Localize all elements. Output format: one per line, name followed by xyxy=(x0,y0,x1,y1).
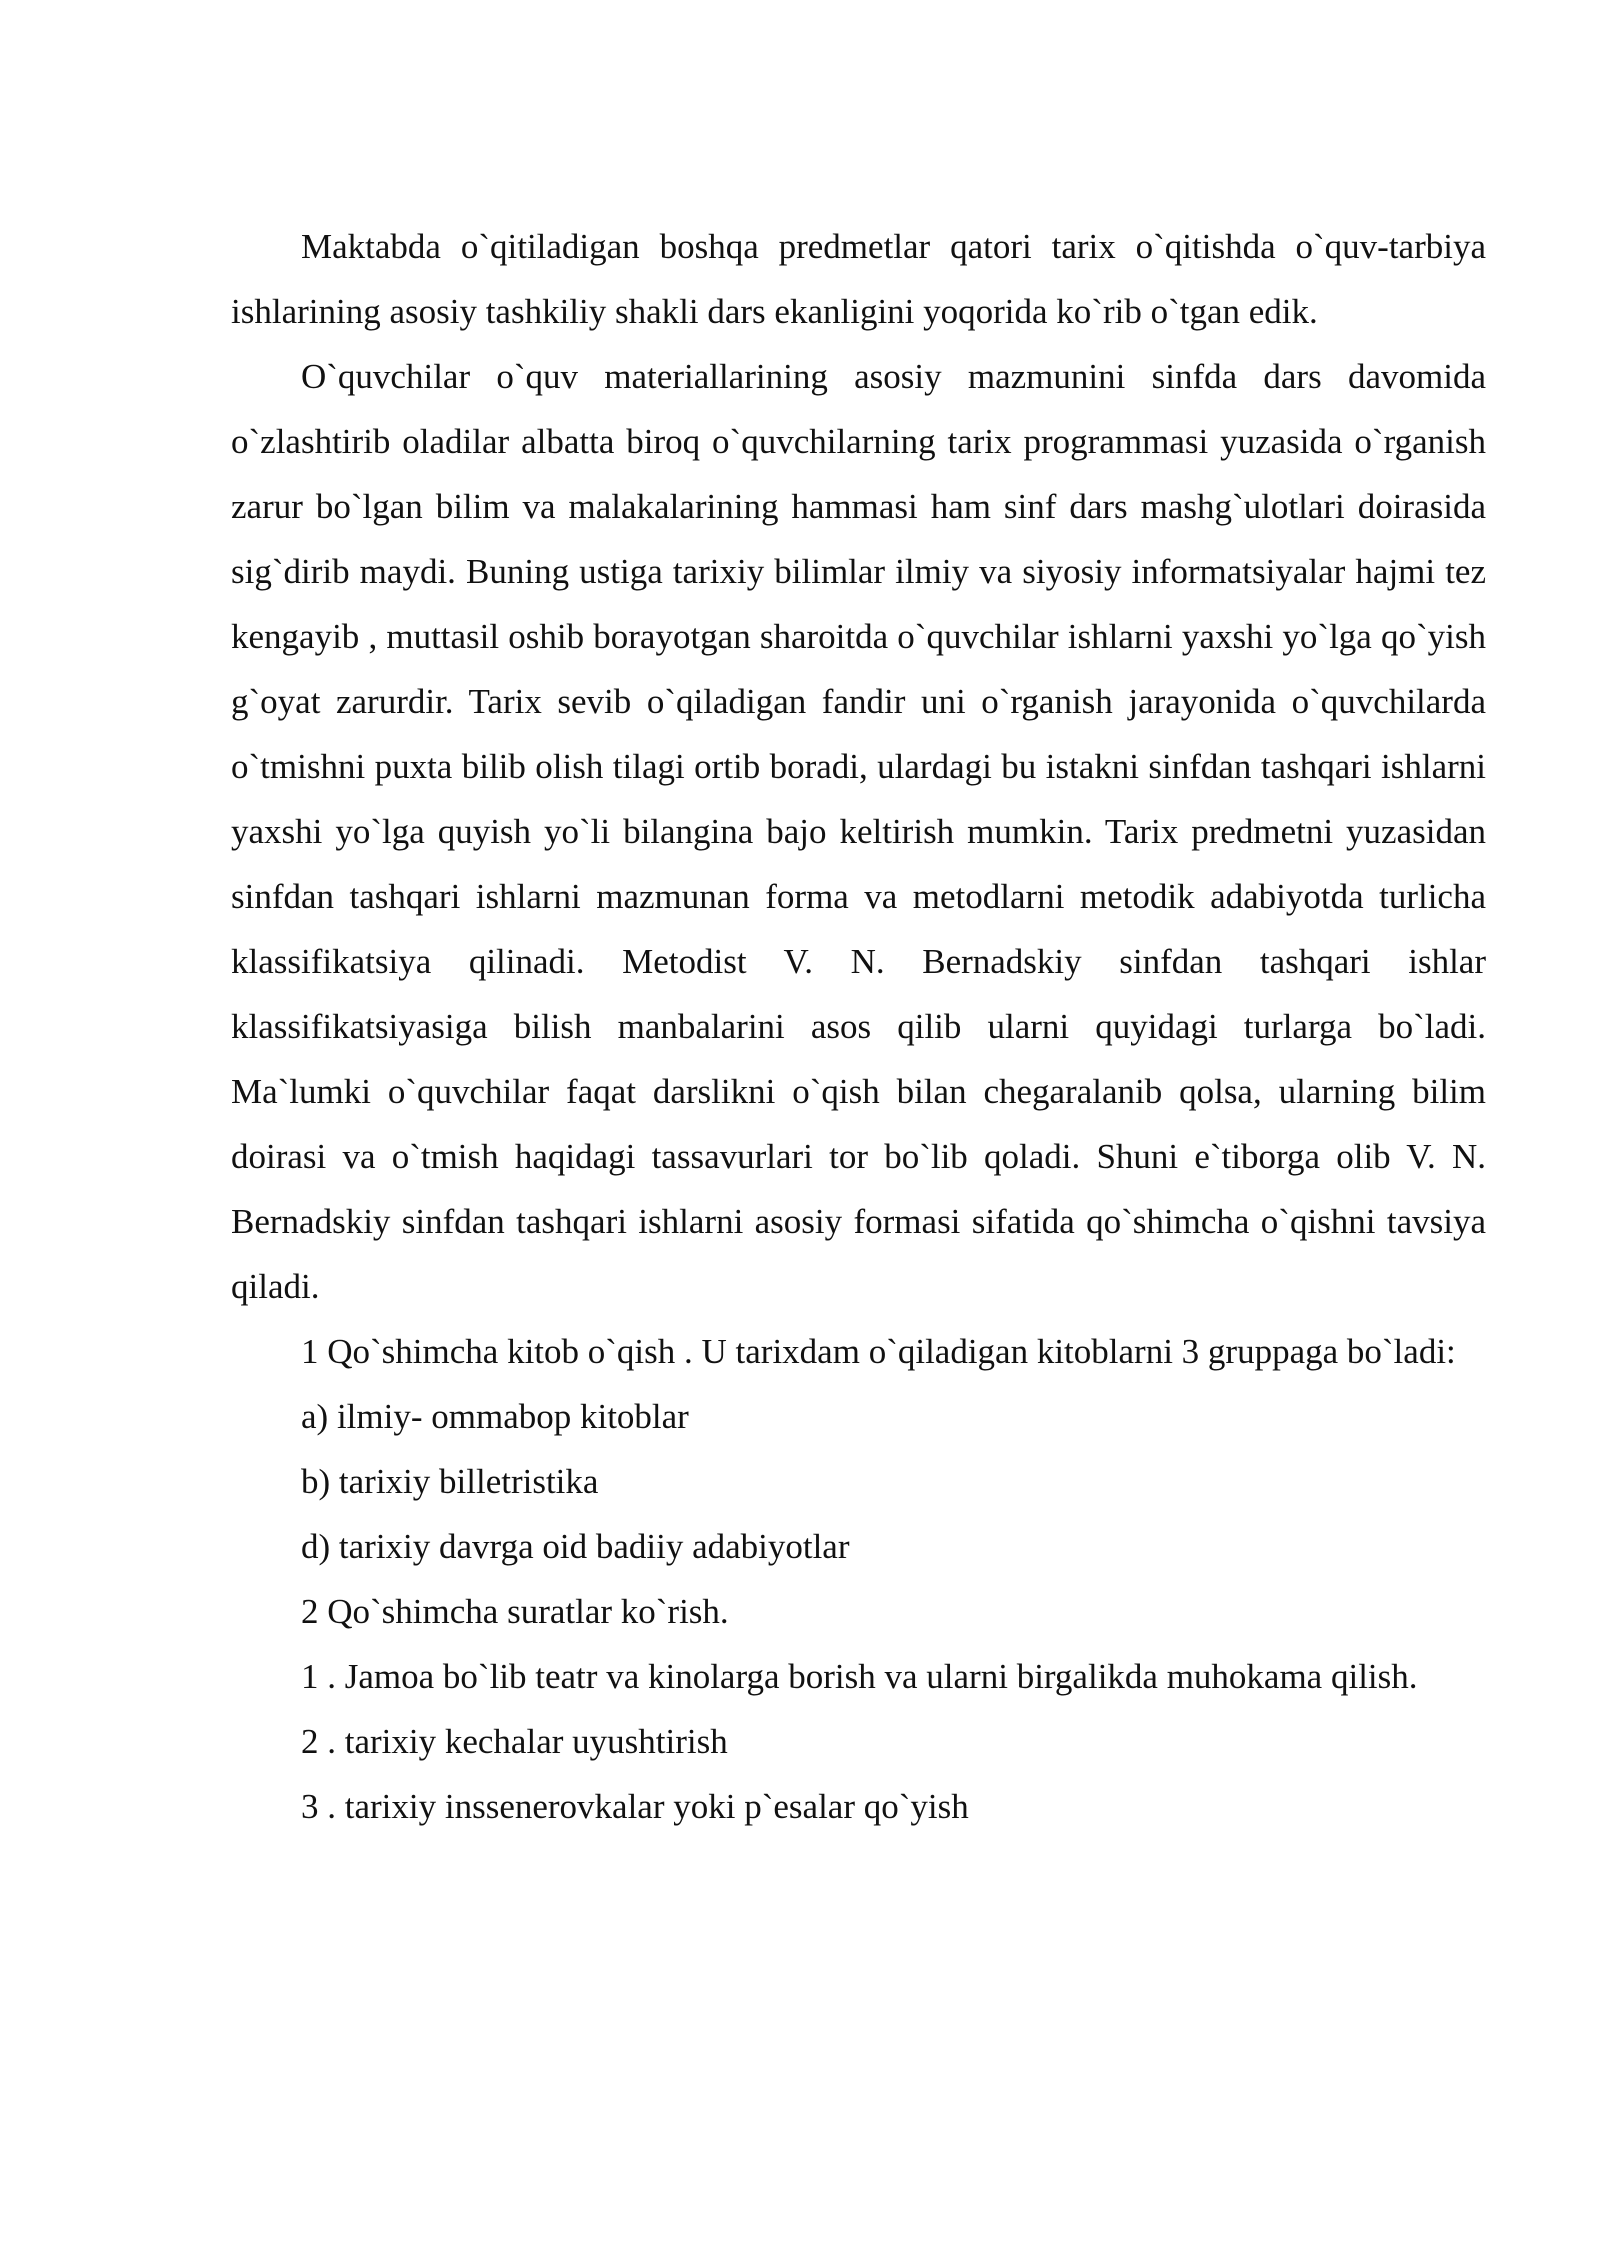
list-item: 2 . tarixiy kechalar uyushtirish xyxy=(301,1722,728,1761)
main-paragraph: O`quvchilar o`quv materiallarining asosiy mazmunini sinfda dars davomida o`zlashtirib oladilar albatta biroq o`quvchilarning tarix programmasi yuzasida o`rganish zarur bo`lgan bilim va malakalarining hammasi ham sinf dars mashg`ulotlari doirasida sig`dirib maydi. Buning ustiga tarixiy bilimlar ilmiy va siyosiy informatsiyalar hajmi tez kengayib , muttasil oshib borayotgan sharoitda o`quvchilar ishlarni yaxshi yo`lga qo`yish g`oyat zarurdir. Tarix sevib o`qiladigan fandir uni o`rganish jarayonida o`quvchilarda o`tmishni puxta bilib olish tilagi ortib boradi, ulardagi bu istakni sinfdan tashqari ishlarni yaxshi yo`lga quyish yo`li bilangina bajo keltirish mumkin. Tarix predmetni yuzasidan sinfdan tashqari ishlarni mazmunan forma va metodlarni metodik adabiyotda turlicha klassifikatsiya qilinadi. Metodist V. N. Bernadskiy sinfdan tashqari ishlar klassifikatsiyasiga bilish manbalarini asos qilib ularni quyidagi turlarga bo`ladi. Ma`lumki o`quvchilar faqat darslikni o`qish bilan chegaralanib qolsa, ularning bilim doirasi va o`tmish haqidagi tassavurlari tor bo`lib qoladi. Shuni e`tiborga olib V. N. Bernadskiy sinfdan tashqari ishlarni asosiy formasi sifatida qo`shimcha o`qishni tavsiya qiladi. xyxy=(231,357,1486,1306)
list-item: b) tarixiy billetristika xyxy=(301,1462,599,1501)
list-item: a) ilmiy- ommabop kitoblar xyxy=(301,1397,689,1436)
intro-paragraph: Maktabda o`qitiladigan boshqa predmetlar qatori tarix o`qitishda o`quv-tarbiya ishlarining asosiy tashkiliy shakli dars ekanligini yoqorida ko`rib o`tgan edik. xyxy=(231,227,1486,331)
list-item: 1 . Jamoa bo`lib teatr va kinolarga borish va ularni birgalikda muhokama qilish. xyxy=(301,1657,1418,1696)
list-item: 3 . tarixiy inssenerovkalar yoki p`esalar qo`yish xyxy=(301,1787,969,1826)
book-reading-paragraph: 1 Qo`shimcha kitob o`qish . U tarixdam o`qiladigan kitoblarni 3 gruppaga bo`ladi: xyxy=(301,1332,1456,1371)
list-item: d) tarixiy davrga oid badiiy adabiyotlar xyxy=(301,1527,850,1566)
section-heading: 2 Qo`shimcha suratlar ko`rish. xyxy=(301,1592,729,1631)
document-body xyxy=(231,214,1486,1839)
